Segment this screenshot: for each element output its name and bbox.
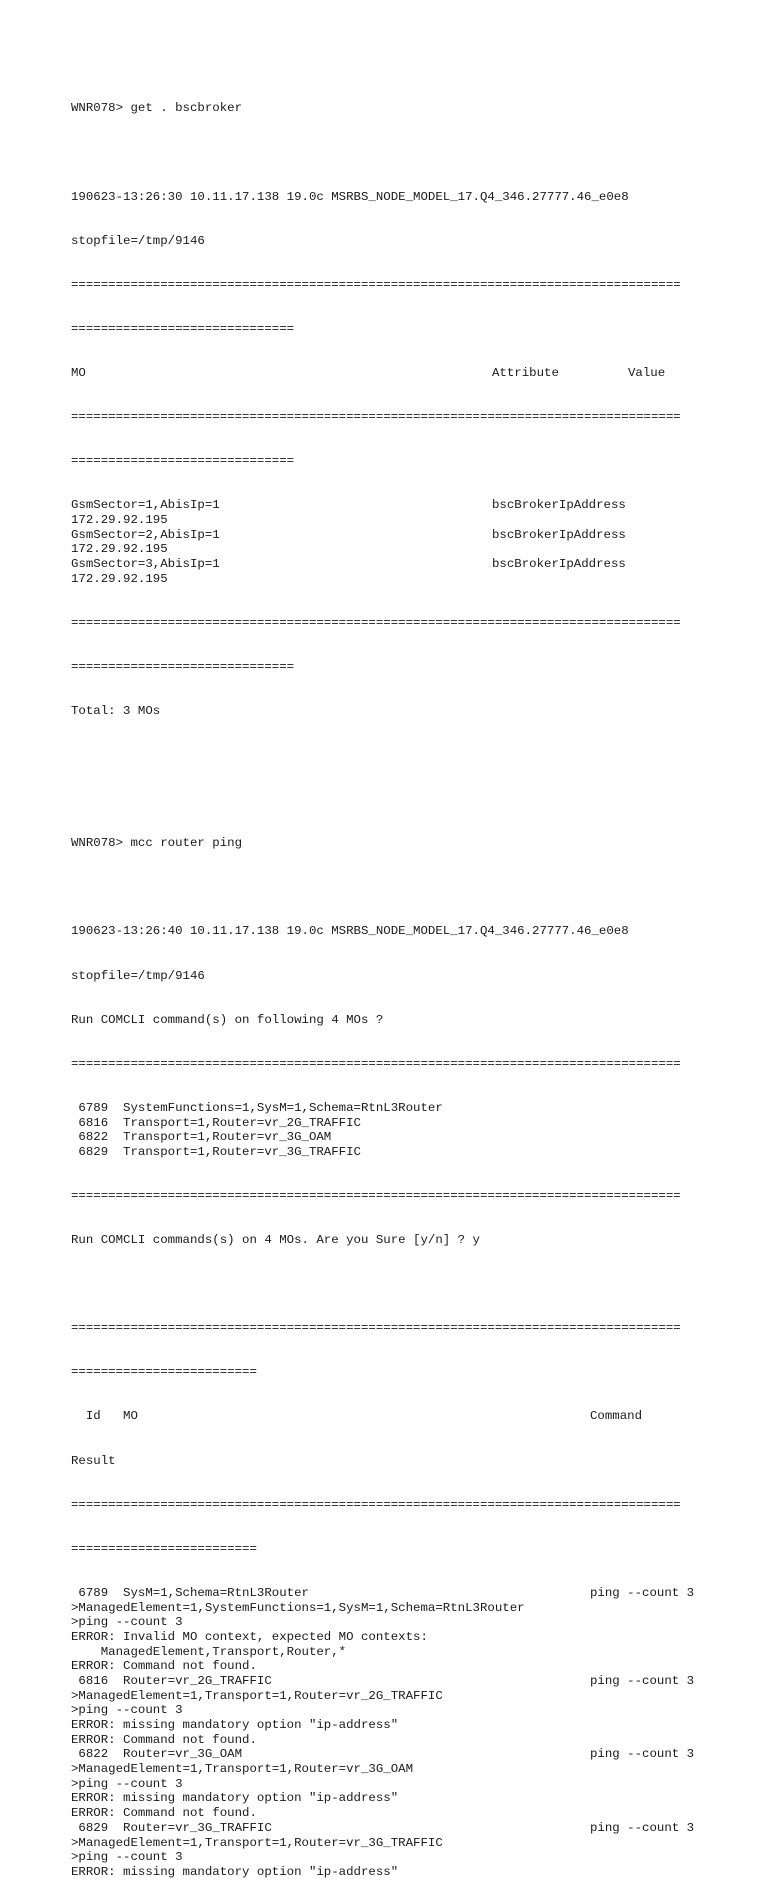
result-entry-head — [71, 1821, 711, 1836]
result-line: >ManagedElement=1,Transport=1,Router=vr_2G_TRAFFIC — [71, 1688, 443, 1703]
separator-rule: ================================================================================== — [71, 277, 681, 292]
table-header — [71, 366, 711, 381]
run-question: Run COMCLI command(s) on following 4 MOs ? — [71, 1012, 384, 1027]
mo-list-item: 6816 Transport=1,Router=vr_2G_TRAFFIC — [71, 1115, 361, 1130]
terminal-output — [71, 72, 711, 1894]
result-command: ping --count 3 — [590, 1673, 695, 1688]
result-id-mo: 6816 Router=vr_2G_TRAFFIC — [71, 1673, 272, 1688]
column-header-result: Result — [71, 1453, 116, 1468]
node-header: 190623-13:26:30 10.11.17.138 19.0c MSRBS_NODE_MODEL_17.Q4_346.27777.46_e0e8 — [71, 189, 629, 204]
value-cell: 172.29.92.195 — [71, 542, 168, 557]
separator-rule: ================================================================================== — [71, 410, 681, 425]
result-line: >ping --count 3 — [71, 1615, 183, 1630]
result-line: >ping --count 3 — [71, 1703, 183, 1718]
mo-list-item: 6822 Transport=1,Router=vr_3G_OAM — [71, 1130, 332, 1145]
separator-rule: ========================= — [71, 1365, 257, 1380]
mo-list — [71, 1101, 711, 1160]
mo-cell: GsmSector=2,AbisIp=1 — [71, 527, 220, 542]
column-header-mo: MO — [71, 365, 86, 380]
mo-cell: GsmSector=3,AbisIp=1 — [71, 557, 220, 571]
result-entry-head — [71, 1674, 711, 1689]
attribute-cell: bscBrokerIpAddress — [492, 557, 626, 571]
attribute-cell: bscBrokerIpAddress — [492, 498, 626, 513]
separator-rule: ============================== — [71, 454, 295, 469]
table-row — [71, 557, 711, 572]
column-header-command: Command — [590, 1409, 643, 1424]
table-row — [71, 498, 711, 513]
value-cell: 172.29.92.195 — [71, 512, 168, 527]
result-line: >ManagedElement=1,SystemFunctions=1,SysM=1,Schema=RtnL3Router — [71, 1600, 525, 1615]
mo-cell: GsmSector=1,AbisIp=1 — [71, 498, 220, 513]
result-id-mo: 6822 Router=vr_3G_OAM — [71, 1747, 243, 1762]
separator-rule: ================================================================================== — [71, 615, 681, 630]
column-header-attribute: Attribute — [492, 365, 559, 380]
separator-rule: ================================================================================== — [71, 1188, 681, 1203]
result-entry-head — [71, 1747, 711, 1762]
column-header-value: Value — [628, 365, 666, 380]
result-command: ping --count 3 — [590, 1747, 695, 1762]
error-line: ERROR: missing mandatory option "ip-address" — [71, 1791, 399, 1806]
result-line: >ping --count 3 — [71, 1850, 183, 1865]
separator-rule: ========================= — [71, 1541, 257, 1556]
confirm-prompt: Run COMCLI commands(s) on 4 MOs. Are you Sure [y/n] ? y — [71, 1233, 480, 1248]
total-count: Total: 3 MOs — [71, 703, 161, 718]
separator-rule: ================================================================================== — [71, 1056, 681, 1071]
separator-rule: ================================================================================== — [71, 1321, 681, 1336]
error-line: ERROR: Command not found. — [71, 1659, 257, 1674]
command-prompt: WNR078> get . bscbroker — [71, 101, 243, 116]
result-line: >ManagedElement=1,Transport=1,Router=vr_3G_OAM — [71, 1762, 414, 1777]
error-line: ERROR: Command not found. — [71, 1732, 257, 1747]
error-line: ERROR: missing mandatory option "ip-address" — [71, 1864, 399, 1879]
attribute-cell: bscBrokerIpAddress — [492, 527, 626, 542]
stopfile-line: stopfile=/tmp/9146 — [71, 233, 205, 248]
mo-list-item: 6789 SystemFunctions=1,SysM=1,Schema=RtnL3Router — [71, 1100, 443, 1115]
result-command: ping --count 3 — [590, 1820, 695, 1835]
table-header — [71, 1409, 711, 1424]
separator-rule: ============================== — [71, 321, 295, 336]
value-cell: 172.29.92.195 — [71, 571, 168, 586]
command-results — [71, 1586, 711, 1880]
node-header: 190623-13:26:40 10.11.17.138 19.0c MSRBS_NODE_MODEL_17.Q4_346.27777.46_e0e8 — [71, 924, 629, 939]
table-row — [71, 528, 711, 543]
separator-rule: ============================== — [71, 659, 295, 674]
stopfile-line: stopfile=/tmp/9146 — [71, 968, 205, 983]
command-prompt: WNR078> mcc router ping — [71, 836, 243, 851]
error-line: ERROR: Invalid MO context, expected MO contexts: — [71, 1629, 428, 1644]
mo-attribute-table — [71, 498, 711, 586]
result-line: >ManagedElement=1,Transport=1,Router=vr_3G_TRAFFIC — [71, 1835, 443, 1850]
mo-list-item: 6829 Transport=1,Router=vr_3G_TRAFFIC — [71, 1144, 361, 1159]
result-line: >ping --count 3 — [71, 1776, 183, 1791]
result-id-mo: 6829 Router=vr_3G_TRAFFIC — [71, 1820, 272, 1835]
result-entry-head — [71, 1586, 711, 1601]
result-id-mo: 6789 SysM=1,Schema=RtnL3Router — [71, 1585, 309, 1600]
separator-rule: ================================================================================== — [71, 1497, 681, 1512]
result-line: ManagedElement,Transport,Router,* — [71, 1644, 347, 1659]
column-header-id-mo: Id MO — [71, 1409, 138, 1424]
error-line: ERROR: Command not found. — [71, 1806, 257, 1821]
error-line: ERROR: missing mandatory option "ip-address" — [71, 1718, 399, 1732]
result-command: ping --count 3 — [590, 1585, 695, 1600]
